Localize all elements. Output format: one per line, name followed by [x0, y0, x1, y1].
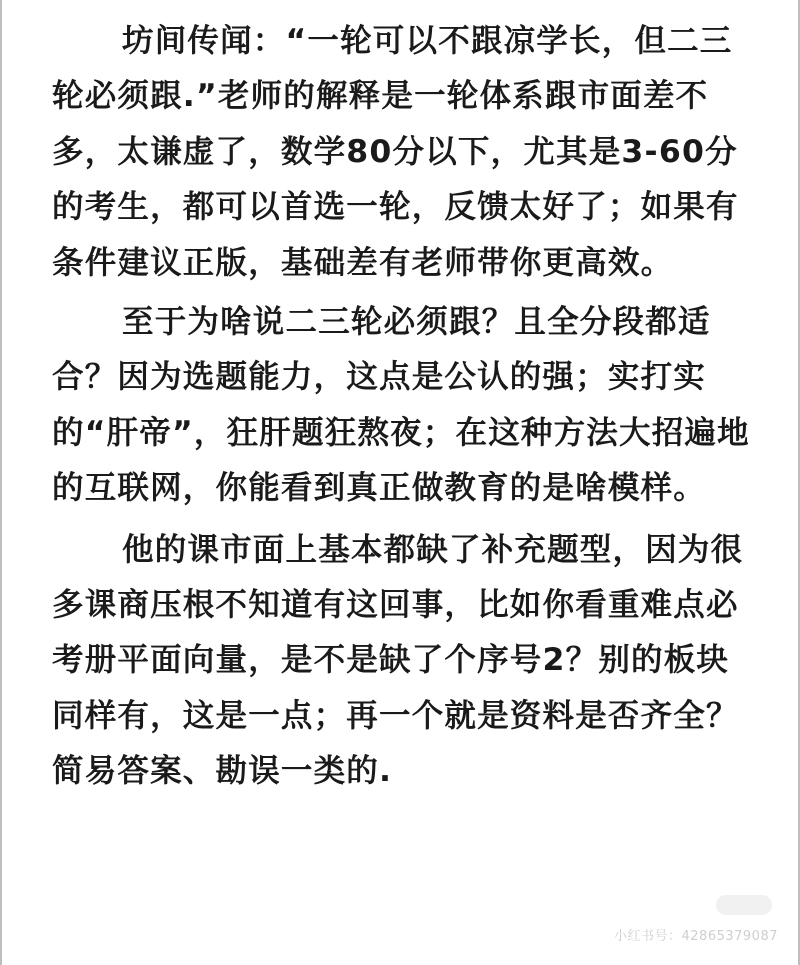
article-body: [52, 14, 752, 800]
paragraph-2: 至于为啥说二三轮必须跟？且全分段都适合？因为选题能力，这点是公认的强；实打实的“肝帝”，狂肝题狂熬夜；在这种方法大招遍地的互联网，你能看到真正做教育的是啥模样。: [52, 304, 750, 507]
watermark-text: 小红书号：42865379087: [614, 929, 778, 944]
paragraph-1: 坊间传闻：“一轮可以不跟凉学长，但二三轮必须跟.”老师的解释是一轮体系跟市面差不多，太谦虚了，数学80分以下，尤其是3-60分的考生，都可以首选一轮，反馈太好了；如果有条件建议正版，基础差有老师带你更高效。: [52, 23, 739, 281]
left-border-line: [0, 0, 2, 965]
watermark-logo: [716, 895, 772, 915]
paragraph-3: 他的课市面上基本都缺了补充题型，因为很多课商压根不知道有这回事，比如你看重难点必考册平面向量，是不是缺了个序号2？别的板块同样有，这是一点；再一个就是资料是否齐全？简易答案、勘误一类的.: [52, 531, 744, 790]
